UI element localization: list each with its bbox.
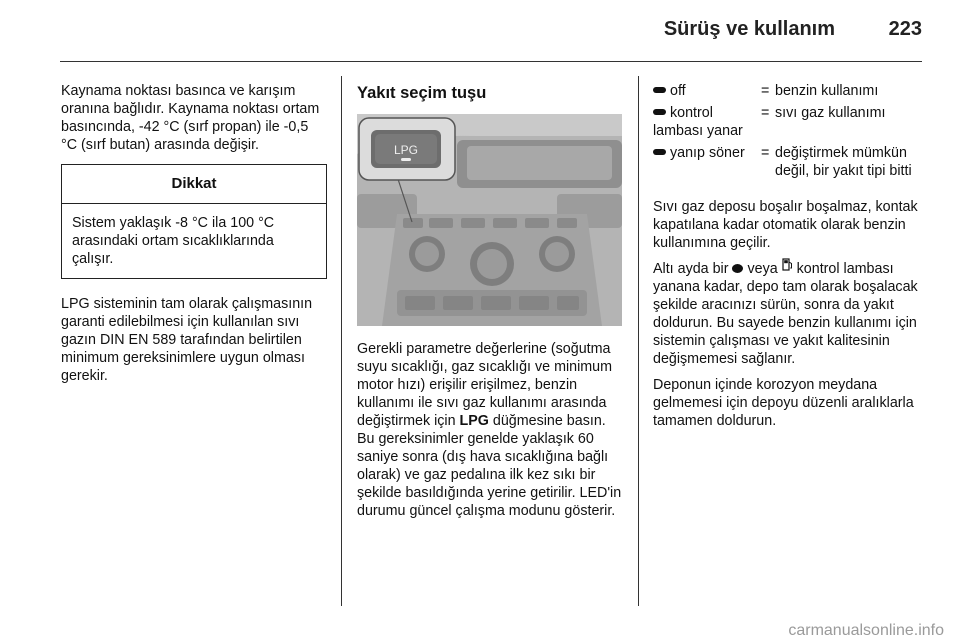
six-month-text-a: Altı ayda bir xyxy=(653,261,729,277)
header-rule xyxy=(60,61,922,62)
caution-body: Sistem yaklaşık -8 °C ila 100 °C arasındaki ortam sıcaklıklarında çalışır. xyxy=(72,215,275,267)
fuel-switch-paragraph xyxy=(357,340,625,520)
column-right xyxy=(653,82,923,438)
caution-title: Dikkat xyxy=(62,165,326,204)
led-meaning: benzin kullanımı xyxy=(775,83,879,99)
lpg-led-dot-icon xyxy=(732,264,743,273)
equals-sign: = xyxy=(761,105,770,121)
six-month-paragraph xyxy=(653,260,923,368)
led-icon xyxy=(653,149,666,155)
column-left xyxy=(61,82,327,393)
led-state-label: yanıp söner xyxy=(670,145,745,161)
led-row-on xyxy=(653,104,923,144)
column-middle xyxy=(357,82,625,528)
caution-box xyxy=(61,164,327,279)
led-meaning: sıvı gaz kullanımı xyxy=(775,105,886,121)
fuel-switch-text-b: düğmesine basın. Bu gereksinimler genelde yaklaşık 60 saniye sonra (dış hava sıcaklığına bağlı olarak) ve gaz pedalına ilk kez sıkı bir şekilde basıldığında yerine getirilir. LED'in durumu güncel çalışma modunu gösterir. xyxy=(357,413,622,519)
boiling-point-paragraph: Kaynama noktası basınca ve karışım oranına bağlıdır. Kaynama noktası ortam basıncında, -42 °C (sırf propan) ile -0,5 °C (sırf butan) arasında değişir. xyxy=(61,83,320,153)
led-meaning: değiştirmek mümkün değil, bir yakıt tipi bitti xyxy=(775,145,912,179)
fuel-pump-icon xyxy=(782,258,793,276)
dashboard-figure xyxy=(357,114,622,326)
section-title: Yakıt seçim tuşu xyxy=(357,84,487,102)
led-icon xyxy=(653,109,666,115)
led-state-table xyxy=(653,82,923,184)
page-header xyxy=(0,0,960,62)
equals-sign: = xyxy=(761,83,770,99)
six-month-text-c: kontrol lambası yanana kadar, depo tam olarak boşalacak şekilde aracınızı sürün, sonra da yakıt doldurun. Bu sayede benzin kullanımı için sistemin çalışması ve yakıt kalitesinin değişmemesi sağlanır. xyxy=(653,261,918,368)
auto-switch-paragraph: Sıvı gaz deposu boşalır boşalmaz, kontak kapatılana kadar otomatik olarak benzin kullanımına geçilir. xyxy=(653,199,918,251)
lpg-bold-label: LPG xyxy=(459,413,489,429)
led-state-label: off xyxy=(670,83,686,99)
lpg-standard-paragraph: LPG sisteminin tam olarak çalışmasının garanti edilebilmesi için kullanılan sıvı gazın DIN EN 589 tarafından belirtilen minimum gereksinimlere uygun olması gerekir. xyxy=(61,296,313,384)
six-month-text-b: veya xyxy=(747,261,778,277)
led-row-off xyxy=(653,82,923,104)
corrosion-paragraph: Deponun içinde korozyon meydana gelmemesi için depoyu düzenli aralıklarla tamamen doldurun. xyxy=(653,377,914,430)
column-divider-1 xyxy=(341,76,342,606)
led-icon xyxy=(653,87,666,93)
lpg-button-label: LPG xyxy=(393,143,419,157)
led-row-flashing xyxy=(653,144,923,184)
header-title: Sürüş ve kullanım xyxy=(663,18,835,40)
fuel-switch-text-a: Gerekli parametre değerlerine (soğutma suyu sıcaklığı, gaz sıcaklığı ve minimum motor hızı) erişilir erişilmez, benzin kullanımı ile sıvı gaz kullanımı arasında değiştirmek için xyxy=(357,341,613,429)
watermark: carmanualsonline.info xyxy=(788,622,944,639)
column-divider-2 xyxy=(638,76,639,606)
led-state-label: kontrol lambası yanar xyxy=(653,105,743,139)
page-number: 223 xyxy=(888,18,922,40)
equals-sign: = xyxy=(761,145,770,161)
